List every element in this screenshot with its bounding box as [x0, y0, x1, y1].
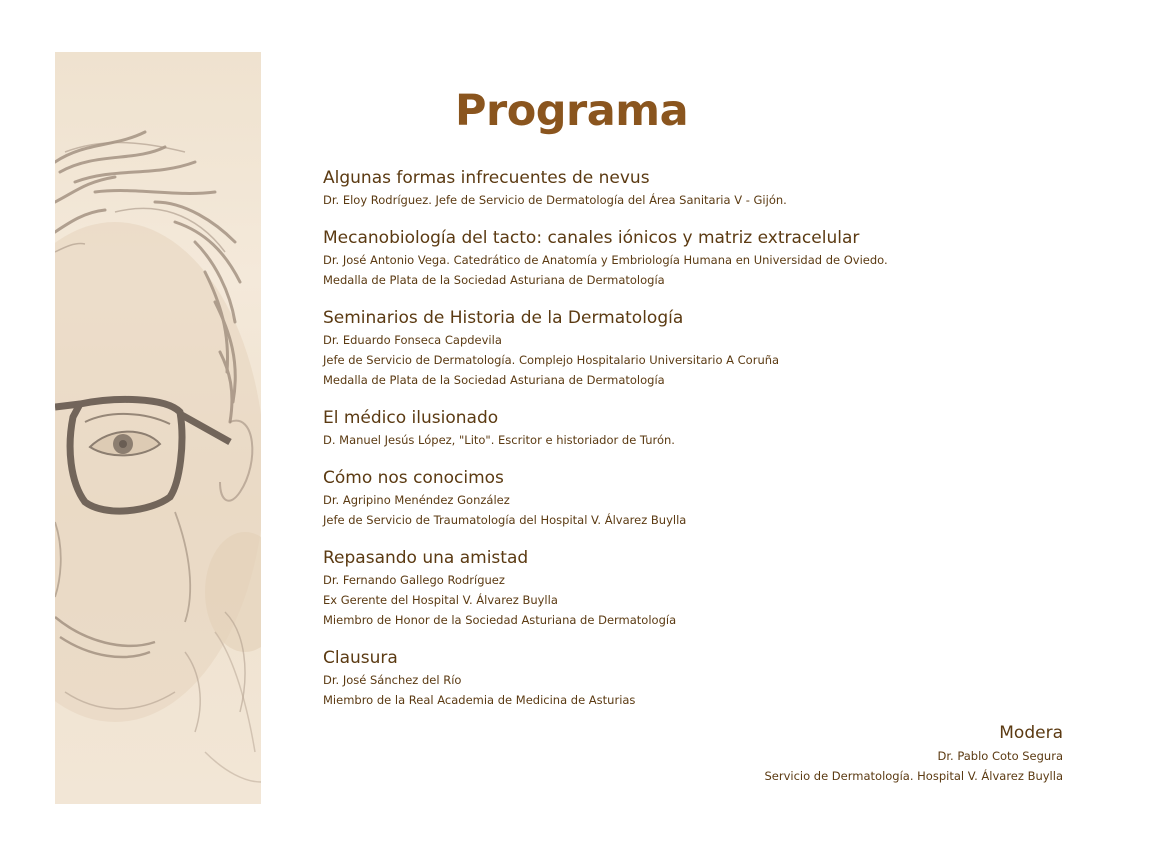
moderator-block [764, 720, 1063, 786]
program-item-speaker-line: Dr. Agripino Menéndez González [323, 493, 510, 507]
program-item-speaker-line: Jefe de Servicio de Dermatología. Complejo Hospitalario Universitario A Coruña [323, 353, 780, 367]
program-item-title: El médico ilusionado [323, 408, 499, 428]
moderator-heading: Modera [999, 723, 1063, 743]
portrait-sketch-image [55, 52, 261, 804]
program-item [323, 466, 1063, 530]
program-item-title: Algunas formas infrecuentes de nevus [323, 168, 650, 188]
program-list [323, 166, 1063, 710]
program-item-title: Cómo nos conocimos [323, 468, 504, 488]
program-item [323, 406, 1063, 450]
sketch-portrait-icon [55, 52, 261, 804]
program-item-speaker-line: Ex Gerente del Hospital V. Álvarez Buylla [323, 593, 558, 607]
program-item-title: Repasando una amistad [323, 548, 529, 568]
program-item-title: Mecanobiología del tacto: canales iónicos y matriz extracelular [323, 228, 860, 248]
program-item-speaker-line: Miembro de la Real Academia de Medicina de Asturias [323, 693, 636, 707]
program-item-title: Seminarios de Historia de la Dermatología [323, 308, 684, 328]
program-item-speaker-line: D. Manuel Jesús López, "Lito". Escritor e historiador de Turón. [323, 433, 675, 447]
program-item [323, 306, 1063, 390]
program-item-speaker-line: Miembro de Honor de la Sociedad Asturiana de Dermatología [323, 613, 677, 627]
program-item-speaker-line: Dr. Eloy Rodríguez. Jefe de Servicio de Dermatología del Área Sanitaria V - Gijón. [323, 193, 787, 207]
program-item [323, 646, 1063, 710]
moderator-name: Dr. Pablo Coto Segura [937, 749, 1063, 763]
program-item-speaker-line: Dr. José Antonio Vega. Catedrático de Anatomía y Embriología Humana en Universidad de Oviedo. [323, 253, 888, 267]
program-item-speaker-line: Medalla de Plata de la Sociedad Asturiana de Dermatología [323, 273, 665, 287]
program-item [323, 546, 1063, 630]
program-item-speaker-line: Medalla de Plata de la Sociedad Asturiana de Dermatología [323, 373, 665, 387]
program-item-speaker-line: Dr. Fernando Gallego Rodríguez [323, 573, 505, 587]
program-item-speaker-line: Dr. Eduardo Fonseca Capdevila [323, 333, 502, 347]
program-item-title: Clausura [323, 648, 398, 668]
program-item-speaker-line: Dr. José Sánchez del Río [323, 673, 462, 687]
program-item [323, 226, 1063, 290]
moderator-role: Servicio de Dermatología. Hospital V. Álvarez Buylla [764, 769, 1063, 783]
program-item-speaker-line: Jefe de Servicio de Traumatología del Hospital V. Álvarez Buylla [323, 513, 687, 527]
program-item [323, 166, 1063, 210]
page-title: Programa [455, 86, 689, 136]
